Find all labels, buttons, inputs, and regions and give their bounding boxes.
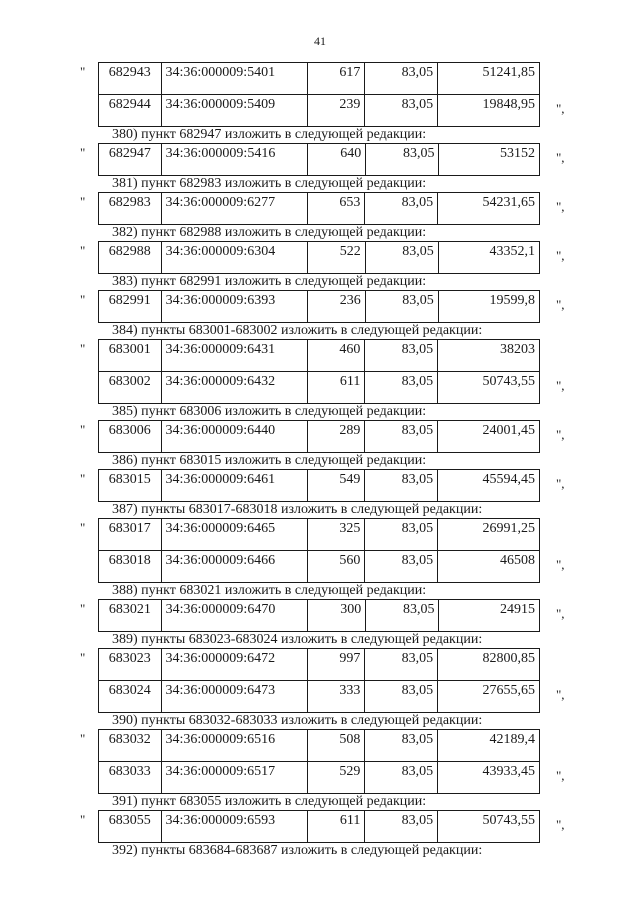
table-cell: 682991 <box>99 291 162 323</box>
table-cell: 83,05 <box>365 193 438 225</box>
amendment-instruction: 386) пункт 683015 изложить в следующей редакции: <box>112 453 427 468</box>
table-cell: 50743,55 <box>438 811 540 843</box>
table-cell: 83,05 <box>365 551 438 583</box>
table-cell: 83,05 <box>365 811 438 843</box>
table-row <box>99 551 540 583</box>
opening-quote: " <box>80 650 86 665</box>
table-cell: 53152 <box>439 144 540 176</box>
closing-quote: ", <box>556 248 565 263</box>
closing-quote: ", <box>556 378 565 393</box>
table-cell: 34:36:000009:6277 <box>161 193 307 225</box>
opening-quote: " <box>80 601 86 616</box>
table-cell: 83,05 <box>366 144 439 176</box>
table-cell: 51241,85 <box>438 63 540 95</box>
page-number: 41 <box>314 34 326 48</box>
record-table <box>98 192 540 225</box>
table-row <box>99 600 540 632</box>
opening-quote: " <box>80 292 86 307</box>
table-cell: 508 <box>307 730 364 762</box>
closing-quote: ", <box>556 101 565 116</box>
closing-quote: ", <box>556 557 565 572</box>
record-block <box>0 420 640 453</box>
record-block <box>0 648 640 713</box>
amendment-instruction: 389) пункты 683023-683024 изложить в следующей редакции: <box>112 632 483 647</box>
table-cell: 83,05 <box>366 600 439 632</box>
table-cell: 325 <box>307 519 364 551</box>
amendment-instruction: 390) пункты 683032-683033 изложить в следующей редакции: <box>112 713 483 728</box>
table-row <box>99 421 540 453</box>
table-row <box>99 811 540 843</box>
table-cell: 460 <box>307 340 364 372</box>
table-cell: 83,05 <box>365 95 438 127</box>
table-cell: 300 <box>308 600 366 632</box>
table-cell: 34:36:000009:6473 <box>161 681 307 713</box>
table-cell: 683021 <box>99 600 162 632</box>
table-cell: 682988 <box>99 242 162 274</box>
amendment-instruction: 388) пункт 683021 изложить в следующей редакции: <box>112 583 427 598</box>
table-row <box>99 470 540 502</box>
amendment-instruction: 383) пункт 682991 изложить в следующей редакции: <box>112 274 427 289</box>
table-cell: 34:36:000009:6304 <box>161 242 308 274</box>
record-block <box>0 339 640 404</box>
record-block <box>0 810 640 843</box>
table-row <box>99 340 540 372</box>
closing-quote: ", <box>556 150 565 165</box>
opening-quote: " <box>80 731 86 746</box>
record-table <box>98 290 540 323</box>
record-table <box>98 420 540 453</box>
table-cell: 682947 <box>99 144 162 176</box>
table-cell: 19599,8 <box>438 291 539 323</box>
table-cell: 34:36:000009:5409 <box>161 95 307 127</box>
table-row <box>99 242 540 274</box>
table-cell: 682983 <box>99 193 162 225</box>
table-cell: 611 <box>307 811 364 843</box>
table-cell: 34:36:000009:5401 <box>161 63 307 95</box>
table-cell: 683023 <box>99 649 162 681</box>
table-cell: 683024 <box>99 681 162 713</box>
table-cell: 34:36:000009:6593 <box>161 811 307 843</box>
opening-quote: " <box>80 145 86 160</box>
table-cell: 683032 <box>99 730 162 762</box>
closing-quote: ", <box>556 817 565 832</box>
table-cell: 34:36:000009:6431 <box>161 340 307 372</box>
record-table <box>98 339 540 404</box>
table-cell: 611 <box>307 372 364 404</box>
opening-quote: " <box>80 520 86 535</box>
table-cell: 683006 <box>99 421 162 453</box>
table-cell: 43352,1 <box>438 242 539 274</box>
amendment-instruction: 380) пункт 682947 изложить в следующей редакции: <box>112 127 427 142</box>
record-block <box>0 192 640 225</box>
table-cell: 83,05 <box>365 63 438 95</box>
table-cell: 24915 <box>439 600 540 632</box>
amendment-instruction: 381) пункт 682983 изложить в следующей редакции: <box>112 176 427 191</box>
table-cell: 83,05 <box>365 519 438 551</box>
table-cell: 34:36:000009:6466 <box>161 551 307 583</box>
table-cell: 549 <box>307 470 364 502</box>
closing-quote: ", <box>556 768 565 783</box>
table-cell: 683018 <box>99 551 162 583</box>
table-cell: 27655,65 <box>438 681 540 713</box>
table-cell: 83,05 <box>365 291 438 323</box>
closing-quote: ", <box>556 687 565 702</box>
record-block <box>0 599 640 632</box>
table-cell: 43933,45 <box>438 762 540 794</box>
record-block <box>0 518 640 583</box>
table-cell: 83,05 <box>365 681 438 713</box>
record-table <box>98 241 540 274</box>
table-cell: 34:36:000009:6393 <box>161 291 308 323</box>
table-cell: 333 <box>307 681 364 713</box>
table-cell: 682943 <box>99 63 162 95</box>
table-row <box>99 649 540 681</box>
table-row <box>99 519 540 551</box>
amendment-instruction: 391) пункт 683055 изложить в следующей редакции: <box>112 794 427 809</box>
record-table <box>98 648 540 713</box>
record-block <box>0 241 640 274</box>
record-table <box>98 729 540 794</box>
table-cell: 682944 <box>99 95 162 127</box>
record-table <box>98 599 540 632</box>
table-cell: 50743,55 <box>438 372 540 404</box>
record-table <box>98 143 540 176</box>
table-cell: 24001,45 <box>438 421 540 453</box>
table-row <box>99 730 540 762</box>
closing-quote: ", <box>556 427 565 442</box>
table-cell: 83,05 <box>365 340 438 372</box>
record-table <box>98 810 540 843</box>
table-cell: 83,05 <box>365 730 438 762</box>
closing-quote: ", <box>556 476 565 491</box>
table-cell: 289 <box>307 421 364 453</box>
record-block <box>0 729 640 794</box>
table-cell: 34:36:000009:6465 <box>161 519 307 551</box>
opening-quote: " <box>80 422 86 437</box>
table-cell: 683002 <box>99 372 162 404</box>
amendment-instruction: 387) пункты 683017-683018 изложить в следующей редакции: <box>112 502 483 517</box>
table-cell: 45594,45 <box>438 470 540 502</box>
table-cell: 38203 <box>438 340 540 372</box>
table-cell: 617 <box>307 63 364 95</box>
table-cell: 42189,4 <box>438 730 540 762</box>
table-cell: 34:36:000009:6470 <box>161 600 308 632</box>
table-row <box>99 762 540 794</box>
table-cell: 46508 <box>438 551 540 583</box>
opening-quote: " <box>80 64 86 79</box>
table-cell: 34:36:000009:6516 <box>161 730 307 762</box>
table-row <box>99 63 540 95</box>
document-body <box>0 62 640 859</box>
table-cell: 34:36:000009:6461 <box>161 470 307 502</box>
table-cell: 560 <box>307 551 364 583</box>
table-cell: 997 <box>307 649 364 681</box>
table-row <box>99 681 540 713</box>
table-cell: 239 <box>307 95 364 127</box>
opening-quote: " <box>80 194 86 209</box>
table-cell: 529 <box>307 762 364 794</box>
table-cell: 522 <box>308 242 366 274</box>
table-cell: 83,05 <box>365 470 438 502</box>
amendment-instruction: 384) пункты 683001-683002 изложить в следующей редакции: <box>112 323 483 338</box>
opening-quote: " <box>80 812 86 827</box>
table-cell: 82800,85 <box>438 649 540 681</box>
opening-quote: " <box>80 243 86 258</box>
table-cell: 34:36:000009:6432 <box>161 372 307 404</box>
closing-quote: ", <box>556 199 565 214</box>
table-cell: 34:36:000009:6472 <box>161 649 307 681</box>
record-block <box>0 290 640 323</box>
table-row <box>99 144 540 176</box>
table-cell: 683001 <box>99 340 162 372</box>
table-cell: 19848,95 <box>438 95 540 127</box>
table-row <box>99 372 540 404</box>
amendment-instruction: 385) пункт 683006 изложить в следующей редакции: <box>112 404 427 419</box>
record-block <box>0 143 640 176</box>
table-cell: 54231,65 <box>438 193 540 225</box>
table-cell: 83,05 <box>365 649 438 681</box>
table-row <box>99 193 540 225</box>
table-cell: 653 <box>307 193 364 225</box>
table-cell: 26991,25 <box>438 519 540 551</box>
closing-quote: ", <box>556 606 565 621</box>
record-table <box>98 62 540 127</box>
table-cell: 236 <box>308 291 366 323</box>
table-cell: 34:36:000009:5416 <box>161 144 308 176</box>
table-cell: 683033 <box>99 762 162 794</box>
table-cell: 683055 <box>99 811 162 843</box>
record-block <box>0 469 640 502</box>
closing-quote: ", <box>556 297 565 312</box>
table-row <box>99 95 540 127</box>
record-table <box>98 469 540 502</box>
opening-quote: " <box>80 471 86 486</box>
table-cell: 83,05 <box>365 242 438 274</box>
table-cell: 683015 <box>99 470 162 502</box>
table-cell: 83,05 <box>365 421 438 453</box>
amendment-instruction: 382) пункт 682988 изложить в следующей редакции: <box>112 225 427 240</box>
table-cell: 640 <box>308 144 366 176</box>
table-cell: 683017 <box>99 519 162 551</box>
record-table <box>98 518 540 583</box>
table-cell: 34:36:000009:6517 <box>161 762 307 794</box>
final-instruction: 392) пункты 683684-683687 изложить в следующей редакции: <box>112 843 483 858</box>
table-cell: 83,05 <box>365 762 438 794</box>
table-cell: 83,05 <box>365 372 438 404</box>
record-block <box>0 62 640 127</box>
opening-quote: " <box>80 341 86 356</box>
table-cell: 34:36:000009:6440 <box>161 421 307 453</box>
table-row <box>99 291 540 323</box>
